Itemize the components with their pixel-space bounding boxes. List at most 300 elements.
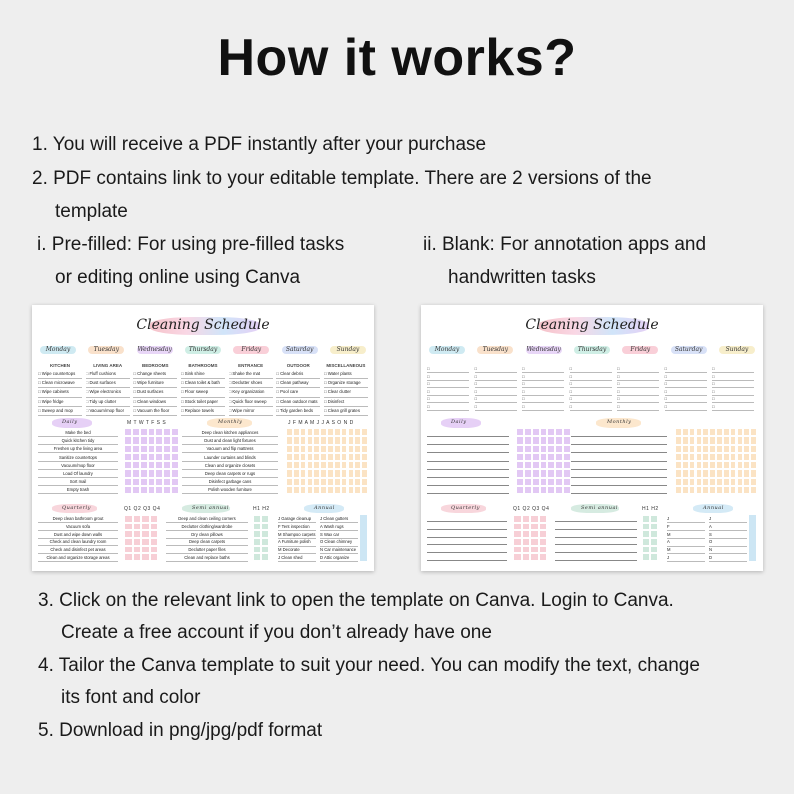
blank-line — [571, 469, 667, 470]
grid-cell — [313, 469, 320, 477]
day-header — [427, 345, 467, 355]
grid-cell — [334, 469, 341, 477]
grid-cell — [171, 486, 179, 494]
column-item: □ Clean outdoor mats — [276, 398, 320, 407]
grid-cell — [348, 469, 355, 477]
grid-cell — [682, 478, 689, 486]
grid-cell — [682, 445, 689, 453]
step-2-i-line-1: i. Pre-filled: For using pre-filled tasks — [37, 234, 345, 255]
grid-cell — [563, 469, 571, 477]
grid-cell — [313, 453, 320, 461]
grid-cell — [522, 530, 531, 538]
grid-cell — [132, 461, 140, 469]
grid-cell — [140, 428, 148, 436]
grid-cell — [148, 469, 156, 477]
grid-cell — [530, 530, 539, 538]
column-header: MISCELLANEOUS — [326, 363, 366, 368]
grid-cell — [716, 478, 723, 486]
grid-cell — [522, 515, 531, 523]
grid-cell — [307, 461, 314, 469]
grid-cell — [361, 453, 368, 461]
checklist-line: □ — [712, 380, 754, 388]
day-header — [475, 345, 515, 355]
blank-line — [427, 493, 509, 494]
grid-cell — [320, 453, 327, 461]
grid-cell — [341, 461, 348, 469]
grid-cell — [555, 436, 563, 444]
column-item: □ Clean microwave — [38, 379, 82, 388]
grid-cell — [253, 523, 261, 531]
list-item: Clean and organize closets — [182, 462, 278, 470]
grid-cell — [555, 478, 563, 486]
grid-cell — [696, 428, 703, 436]
grid-cell — [354, 436, 361, 444]
annual-item: M — [667, 546, 705, 554]
grid-cell — [286, 478, 293, 486]
grid-cell — [524, 478, 532, 486]
blank-line — [427, 485, 509, 486]
grid-cell — [750, 469, 757, 477]
grid-cell — [124, 436, 132, 444]
grid-cell — [171, 461, 179, 469]
grid-cell — [361, 486, 368, 494]
grid-cell — [148, 436, 156, 444]
grid-cell — [730, 461, 737, 469]
grid-cell — [709, 469, 716, 477]
annual-item: M Decorate — [278, 546, 316, 554]
grid-cell — [563, 445, 571, 453]
column-item: □ Shake the mat — [229, 370, 273, 379]
grid-cell — [354, 428, 361, 436]
grid-cell — [132, 428, 140, 436]
step-1: 1. You will receive a PDF instantly after your purchase — [32, 134, 487, 155]
grid-cell — [539, 523, 548, 531]
grid-cell — [334, 428, 341, 436]
column-item: □ Wipe fridge — [38, 398, 82, 407]
grid-cell — [300, 436, 307, 444]
grid-cell — [155, 445, 163, 453]
grid-cell — [702, 486, 709, 494]
grid-cell — [286, 436, 293, 444]
grid-cell — [650, 546, 658, 554]
column-item: □ Wipe countertops — [38, 370, 82, 379]
day-label: Tuesday — [482, 346, 508, 353]
blank-line — [427, 444, 509, 445]
grid-cell — [675, 445, 682, 453]
grid-cell — [133, 523, 142, 531]
day-label: Friday — [241, 346, 262, 353]
grid-cell — [689, 469, 696, 477]
grid-cell — [675, 486, 682, 494]
day-header — [717, 345, 757, 355]
day-label: Wednesday — [137, 346, 172, 353]
grid-cell — [124, 445, 132, 453]
grid-cell — [730, 453, 737, 461]
grid-cell — [132, 453, 140, 461]
grid-cell — [140, 453, 148, 461]
grid-cell — [327, 436, 334, 444]
column-item: □ Tidy up clutter — [86, 398, 130, 407]
grid-cell — [124, 486, 132, 494]
grid-cell — [140, 469, 148, 477]
day-label: Monday — [45, 346, 71, 353]
grid-cell — [253, 530, 261, 538]
grid-cell — [300, 445, 307, 453]
grid-cell — [539, 515, 548, 523]
grid-cell — [563, 428, 571, 436]
grid-cell — [133, 515, 142, 523]
column-item: □ Clean pathway — [276, 379, 320, 388]
checklist-line: □ — [475, 395, 517, 403]
grid-cell — [327, 461, 334, 469]
grid-cell — [307, 445, 314, 453]
checklist-line: □ — [427, 380, 469, 388]
checklist-line: □ — [712, 403, 754, 411]
step-4-line-2: its font and color — [61, 687, 201, 708]
checklist-line: □ — [522, 373, 564, 381]
grid-cell — [132, 445, 140, 453]
grid-cell — [682, 436, 689, 444]
grid-cell — [516, 486, 524, 494]
grid-cell — [737, 453, 744, 461]
grid-cell — [140, 461, 148, 469]
annual-item: J Clean gutters — [320, 515, 358, 523]
grid-cell — [150, 553, 159, 561]
day-header — [669, 345, 709, 355]
grid-cell — [150, 546, 159, 554]
grid-cell — [307, 478, 314, 486]
grid-cell — [354, 486, 361, 494]
grid-cell — [133, 538, 142, 546]
grid-cell — [293, 486, 300, 494]
grid-cell — [163, 486, 171, 494]
grid-cell — [522, 538, 531, 546]
grid-cell — [327, 428, 334, 436]
day-label: Saturday — [674, 346, 703, 353]
grid-cell — [723, 486, 730, 494]
grid-cell — [524, 428, 532, 436]
grid-cell — [743, 486, 750, 494]
annual-item: J Garage cleanup — [278, 515, 316, 523]
column-header: KITCHEN — [50, 363, 70, 368]
checklist-line: □ — [570, 395, 612, 403]
grid-cell — [163, 436, 171, 444]
grid-cell — [124, 546, 133, 554]
grid-cell — [327, 453, 334, 461]
grid-cell — [320, 436, 327, 444]
list-item: Deep and clean ceiling corners — [166, 515, 248, 523]
grid-cell — [516, 428, 524, 436]
grid-cell — [642, 530, 650, 538]
weekly-column — [229, 363, 273, 416]
grid-cell — [150, 538, 159, 546]
checklist-line: □ — [617, 380, 659, 388]
grid-cell — [743, 478, 750, 486]
grid-cell — [555, 486, 563, 494]
grid-cell — [682, 461, 689, 469]
grid-cell — [650, 553, 658, 561]
grid-cell — [513, 538, 522, 546]
grid-cell — [547, 478, 555, 486]
daily-label: Daily — [451, 419, 467, 425]
grid-cell — [513, 523, 522, 531]
grid-cell — [327, 445, 334, 453]
blank-line — [427, 436, 509, 437]
weekly-column — [324, 363, 368, 416]
grid-cell — [155, 461, 163, 469]
grid-cell — [737, 486, 744, 494]
grid-cell — [716, 445, 723, 453]
grid-cell — [313, 445, 320, 453]
checklist-line: □ — [617, 365, 659, 373]
list-item: Sanitize countertops — [38, 454, 118, 462]
annual-item: A Furniture polish — [278, 538, 316, 546]
checklist-line: □ — [522, 365, 564, 373]
grid-cell — [675, 469, 682, 477]
grid-cell — [171, 445, 179, 453]
checklist-line: □ — [617, 395, 659, 403]
grid-cell — [148, 445, 156, 453]
grid-cell — [163, 469, 171, 477]
grid-cell — [148, 478, 156, 486]
grid-cell — [532, 486, 540, 494]
grid-cell — [730, 436, 737, 444]
grid-cell — [750, 478, 757, 486]
checklist-line: □ — [522, 380, 564, 388]
list-item: Deep clean bathroom grout — [38, 515, 118, 523]
grid-cell — [513, 553, 522, 561]
grid-cell — [307, 486, 314, 494]
grid-cell — [132, 469, 140, 477]
grid-cell — [293, 436, 300, 444]
grid-cell — [730, 445, 737, 453]
grid-cell — [341, 428, 348, 436]
grid-cell — [716, 428, 723, 436]
annual-item: J — [667, 554, 705, 562]
grid-cell — [253, 538, 261, 546]
grid-cell — [307, 469, 314, 477]
checklist-line: □ — [665, 365, 707, 373]
semi-grid — [642, 515, 658, 561]
grid-cell — [348, 486, 355, 494]
annual-bar — [360, 515, 367, 561]
months-header: J F M A M J J A S O N D — [288, 420, 354, 426]
grid-cell — [261, 538, 269, 546]
grid-cell — [524, 445, 532, 453]
grid-cell — [124, 461, 132, 469]
grid-cell — [539, 538, 548, 546]
grid-cell — [141, 538, 150, 546]
annual-item: F Tent inspection — [278, 523, 316, 531]
blank-template-preview — [421, 305, 763, 571]
list-item: Deep clean carpets — [166, 538, 248, 546]
grid-cell — [163, 461, 171, 469]
grid-cell — [124, 469, 132, 477]
grid-cell — [716, 453, 723, 461]
grid-cell — [141, 553, 150, 561]
grid-cell — [723, 469, 730, 477]
list-item: Quick kitchen tidy — [38, 437, 118, 445]
grid-cell — [320, 478, 327, 486]
grid-cell — [253, 553, 261, 561]
grid-cell — [682, 486, 689, 494]
grid-cell — [730, 478, 737, 486]
grid-cell — [547, 428, 555, 436]
grid-cell — [140, 478, 148, 486]
grid-cell — [320, 461, 327, 469]
grid-cell — [124, 553, 133, 561]
grid-cell — [723, 478, 730, 486]
grid-cell — [348, 478, 355, 486]
grid-cell — [682, 469, 689, 477]
list-item: Sort mail — [38, 478, 118, 486]
grid-cell — [743, 469, 750, 477]
grid-cell — [547, 445, 555, 453]
grid-cell — [313, 428, 320, 436]
page-title: How it works? — [217, 29, 577, 87]
grid-cell — [743, 453, 750, 461]
grid-cell — [286, 453, 293, 461]
column-item: □ Dust surfaces — [86, 379, 130, 388]
checklist-line: □ — [712, 365, 754, 373]
column-item: □ Clear clutter — [324, 388, 368, 397]
step-2-ii-line-1: ii. Blank: For annotation apps and — [423, 234, 707, 255]
grid-cell — [361, 436, 368, 444]
quarters-header: Q1 Q2 Q3 Q4 — [513, 506, 550, 512]
grid-cell — [702, 436, 709, 444]
grid-cell — [150, 515, 159, 523]
grid-cell — [642, 538, 650, 546]
grid-cell — [132, 478, 140, 486]
grid-cell — [293, 478, 300, 486]
grid-cell — [155, 478, 163, 486]
column-item: □ Tidy garden beds — [276, 407, 320, 416]
daily-grid — [516, 428, 571, 494]
grid-cell — [293, 461, 300, 469]
column-item: □ Clean windows — [133, 398, 177, 407]
grid-cell — [341, 445, 348, 453]
grid-cell — [530, 546, 539, 554]
column-header: BEDROOMS — [142, 363, 169, 368]
grid-cell — [675, 478, 682, 486]
grid-cell — [563, 436, 571, 444]
grid-cell — [532, 453, 540, 461]
list-item: Disinfect garbage cans — [182, 478, 278, 486]
grid-cell — [307, 453, 314, 461]
column-item: □ Quick floor sweep — [229, 398, 273, 407]
grid-cell — [163, 478, 171, 486]
blank-line — [555, 537, 637, 538]
blank-line — [571, 461, 667, 462]
list-item: Check and disinfect pet areas — [38, 546, 118, 554]
grid-cell — [261, 553, 269, 561]
list-item: Vacuum and flip mattress — [182, 445, 278, 453]
grid-cell — [327, 486, 334, 494]
grid-cell — [155, 486, 163, 494]
daily-label: Daily — [62, 419, 78, 425]
grid-cell — [148, 428, 156, 436]
grid-cell — [540, 453, 548, 461]
checklist-line: □ — [570, 373, 612, 381]
grid-cell — [737, 478, 744, 486]
grid-cell — [361, 428, 368, 436]
weekly-column — [133, 363, 177, 416]
day-label: Sunday — [725, 346, 749, 353]
grid-cell — [547, 469, 555, 477]
checklist-line: □ — [712, 395, 754, 403]
list-item: Vacuum sofa — [38, 523, 118, 531]
grid-cell — [642, 523, 650, 531]
annual-item: M — [667, 531, 705, 539]
grid-cell — [150, 530, 159, 538]
checklist-line: □ — [712, 388, 754, 396]
blank-line — [427, 461, 509, 462]
grid-cell — [286, 445, 293, 453]
grid-cell — [716, 436, 723, 444]
grid-cell — [539, 546, 548, 554]
daily-grid — [124, 428, 179, 494]
list-item: Dust and clean light fixtures — [182, 437, 278, 445]
column-item: □ Vacuum the floor — [133, 407, 177, 416]
grid-cell — [354, 453, 361, 461]
column-item: □ Floor sweep — [181, 388, 225, 397]
checklist-line: □ — [712, 373, 754, 381]
grid-cell — [171, 428, 179, 436]
grid-cell — [642, 515, 650, 523]
grid-cell — [532, 461, 540, 469]
annual-label: Annual — [703, 505, 724, 511]
day-header — [572, 345, 612, 355]
annual-item: D — [709, 554, 747, 562]
grid-cell — [307, 428, 314, 436]
checklist-line: □ — [617, 388, 659, 396]
grid-cell — [516, 445, 524, 453]
grid-cell — [696, 461, 703, 469]
step-5: 5. Download in png/jpg/pdf format — [38, 720, 323, 741]
column-item: □ Wipe cabinets — [38, 388, 82, 397]
halves-header: H1 H2 — [642, 506, 659, 512]
grid-cell — [348, 461, 355, 469]
grid-cell — [737, 461, 744, 469]
grid-cell — [723, 436, 730, 444]
column-header: ENTRANCE — [238, 363, 264, 368]
grid-cell — [133, 553, 142, 561]
grid-cell — [354, 478, 361, 486]
grid-cell — [348, 436, 355, 444]
blank-line — [555, 529, 637, 530]
grid-cell — [743, 445, 750, 453]
column-item: □ Stock toilet paper — [181, 398, 225, 407]
grid-cell — [709, 436, 716, 444]
grid-cell — [148, 461, 156, 469]
grid-cell — [540, 428, 548, 436]
grid-cell — [702, 469, 709, 477]
grid-cell — [524, 486, 532, 494]
grid-cell — [141, 515, 150, 523]
grid-cell — [334, 445, 341, 453]
grid-cell — [702, 445, 709, 453]
step-3-line-1: 3. Click on the relevant link to open the template on Canva. Login to Canva. — [38, 590, 674, 611]
weekly-column — [86, 363, 130, 416]
grid-cell — [716, 486, 723, 494]
list-item: Declutter clothing/wardrobe — [166, 523, 248, 531]
annual-item: A — [667, 538, 705, 546]
grid-cell — [171, 469, 179, 477]
grid-cell — [124, 515, 133, 523]
grid-cell — [743, 461, 750, 469]
grid-cell — [709, 461, 716, 469]
checklist-line: □ — [665, 388, 707, 396]
